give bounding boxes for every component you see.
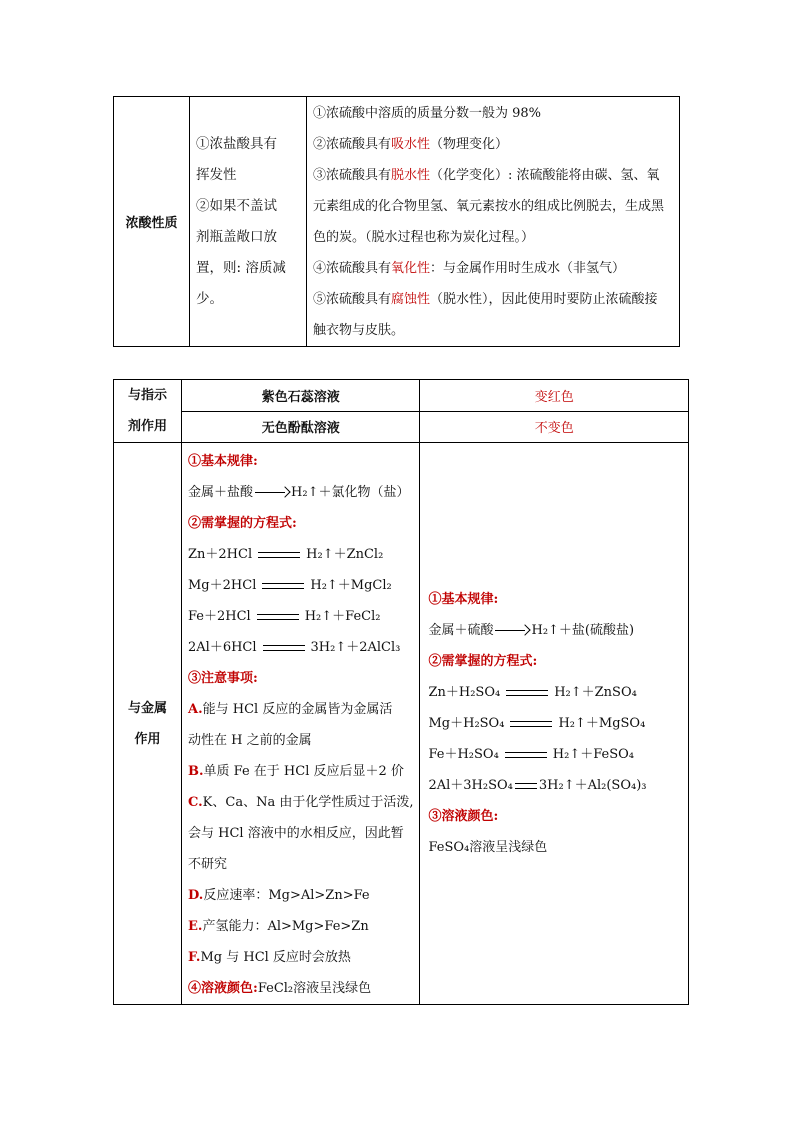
text: H₂↑＋盐(硫酸盐) (531, 623, 635, 638)
equation (428, 708, 680, 739)
note-key: D. (188, 888, 204, 903)
text: （物理变化） (430, 136, 509, 152)
label-text: 与指示 (127, 388, 167, 403)
label-text: 剂作用 (127, 419, 167, 434)
h2so4-properties-cell (307, 97, 680, 347)
h2so4-metal-cell (420, 443, 689, 1005)
note-line: 会与 HCl 溶液中的水相反应，因此暂 (188, 826, 404, 841)
note-line: 动性在 H 之前的金属 (188, 733, 312, 748)
property-line (313, 129, 673, 160)
text: ③浓硫酸具有 (313, 167, 392, 183)
hcl-line: 置，则: 溶质减 (196, 259, 286, 276)
text: 金属＋盐酸 (188, 485, 254, 500)
rule-line (428, 615, 680, 646)
products: 3H₂↑＋Al₂(SO₄)₃ (538, 778, 647, 793)
hcl-line: 少。 (196, 290, 223, 307)
products: H₂↑＋MgCl₂ (310, 578, 392, 593)
note-text: K、Ca、Na 由于化学性质过于活泼, (202, 795, 414, 810)
equals-sign-icon (515, 783, 537, 789)
equals-sign-icon (510, 721, 552, 727)
litmus-result: 变红色 (420, 380, 689, 412)
note-line: FeSO₄溶液呈浅绿色 (428, 840, 548, 855)
litmus-indicator: 紫色石蕊溶液 (182, 380, 420, 412)
property-line (313, 253, 673, 284)
keyword: 吸水性 (391, 136, 431, 152)
hcl-line: 挥发性 (196, 166, 237, 183)
note-text: 单质 Fe 在于 HCl 反应后显＋2 价 (203, 764, 404, 779)
section-heading: ②需掌握的方程式: (188, 516, 297, 531)
rule-line (188, 477, 413, 508)
equation (188, 570, 413, 601)
note-text: Mg 与 HCl 反应时会放热 (200, 950, 351, 965)
equation (428, 677, 680, 708)
section-heading: ②需掌握的方程式: (428, 654, 538, 669)
equals-sign-icon (505, 752, 547, 758)
text: ：与金属作用时生成水（非氢气） (430, 260, 626, 276)
equation (188, 601, 413, 632)
note-key: F. (188, 950, 201, 965)
note-line (188, 787, 413, 818)
text: ④浓硫酸具有 (313, 260, 392, 276)
equation (428, 770, 680, 801)
note-line: 不研究 (188, 857, 228, 872)
products: H₂↑＋MgSO₄ (558, 716, 646, 731)
note-key: E. (188, 919, 203, 934)
section-heading: ④溶液颜色: (188, 981, 258, 996)
products: H₂↑＋ZnSO₄ (554, 685, 637, 700)
text: ②浓硫酸具有 (313, 136, 392, 152)
equals-sign-icon (257, 614, 299, 620)
text: ⑤浓硫酸具有 (313, 291, 392, 307)
section-heading: ①基本规律: (188, 454, 258, 469)
reactants: 2Al＋6HCl (188, 640, 257, 655)
keyword: 氧化性 (391, 260, 431, 276)
hcl-line: ②如果不盖试 (196, 197, 277, 214)
note-key: C. (188, 795, 203, 810)
products: H₂↑＋FeCl₂ (304, 609, 381, 624)
equals-sign-icon (262, 583, 304, 589)
products: H₂↑＋FeSO₄ (552, 747, 635, 762)
reactants: 2Al＋3H₂SO₄ (428, 778, 513, 793)
phenolphthalein-indicator: 无色酚酞溶液 (182, 411, 420, 443)
products: 3H₂↑＋2AlCl₃ (310, 640, 401, 655)
section-heading: ①基本规律: (428, 592, 499, 607)
note-text: 反应速率：Mg>Al>Zn>Fe (203, 888, 370, 903)
note-line (188, 973, 413, 1004)
property-line: 触衣物与皮肤。 (313, 322, 405, 338)
property-line (313, 284, 673, 315)
reactants: Mg＋H₂SO₄ (428, 716, 505, 731)
hcl-line: 剂瓶盖敞口放 (196, 228, 277, 245)
text: H₂↑＋氯化物（盐） (291, 485, 410, 500)
note-key: B. (188, 764, 204, 779)
hcl-line: ①浓盐酸具有 (196, 135, 277, 152)
note-key: A. (188, 702, 203, 717)
note-line (188, 911, 413, 942)
label-text: 与金属 (127, 700, 167, 716)
reactants: Fe＋2HCl (188, 609, 251, 624)
text: 金属＋硫酸 (428, 623, 494, 638)
note-text: FeCl₂溶液呈浅绿色 (257, 981, 372, 996)
row-label-indicator (114, 380, 182, 443)
property-line (313, 160, 673, 191)
equation (188, 632, 413, 663)
property-line: 元素组成的化合物里氢、氧元素按水的组成比例脱去，生成黑 (313, 198, 665, 214)
reactants: Zn＋H₂SO₄ (428, 685, 501, 700)
label-text: 作用 (134, 731, 161, 747)
property-line: ①浓硫酸中溶质的质量分数一般为 98% (313, 105, 542, 121)
arrow-icon (495, 628, 529, 634)
note-line (188, 942, 413, 973)
label-text: 浓酸性质 (125, 216, 178, 231)
hcl-metal-cell (182, 443, 420, 1005)
reactants: Mg＋2HCl (188, 578, 257, 593)
phenolphthalein-result: 不变色 (420, 411, 689, 443)
property-line: 色的炭。（脱水过程也称为炭化过程。） (313, 229, 535, 245)
note-line (188, 880, 413, 911)
row-label-concentrated-properties (114, 97, 190, 347)
acid-reactions-table (113, 379, 689, 1005)
section-heading: ③注意事项: (188, 671, 258, 686)
row-label-metal (114, 443, 182, 1005)
arrow-icon (255, 490, 289, 496)
equals-sign-icon (258, 552, 300, 558)
hcl-properties-cell (190, 97, 307, 347)
reactants: Fe＋H₂SO₄ (428, 747, 499, 762)
equals-sign-icon (263, 645, 305, 651)
text: （脱水性），因此使用时要防止浓硫酸接 (430, 291, 658, 307)
equals-sign-icon (506, 690, 548, 696)
concentrated-acid-table (113, 96, 680, 347)
note-text: 能与 HCl 反应的金属皆为金属活 (202, 702, 393, 717)
keyword: 脱水性 (391, 167, 431, 183)
products: H₂↑＋ZnCl₂ (306, 547, 384, 562)
note-line (188, 694, 413, 725)
section-heading: ③溶液颜色: (428, 809, 499, 824)
equation (428, 739, 680, 770)
text: （化学变化）: 浓硫酸能将由碳、氢、氧 (430, 167, 660, 183)
note-text: 产氢能力：Al>Mg>Fe>Zn (202, 919, 369, 934)
note-line (188, 756, 413, 787)
reactants: Zn＋2HCl (188, 547, 253, 562)
keyword: 腐蚀性 (391, 291, 431, 307)
equation (188, 539, 413, 570)
